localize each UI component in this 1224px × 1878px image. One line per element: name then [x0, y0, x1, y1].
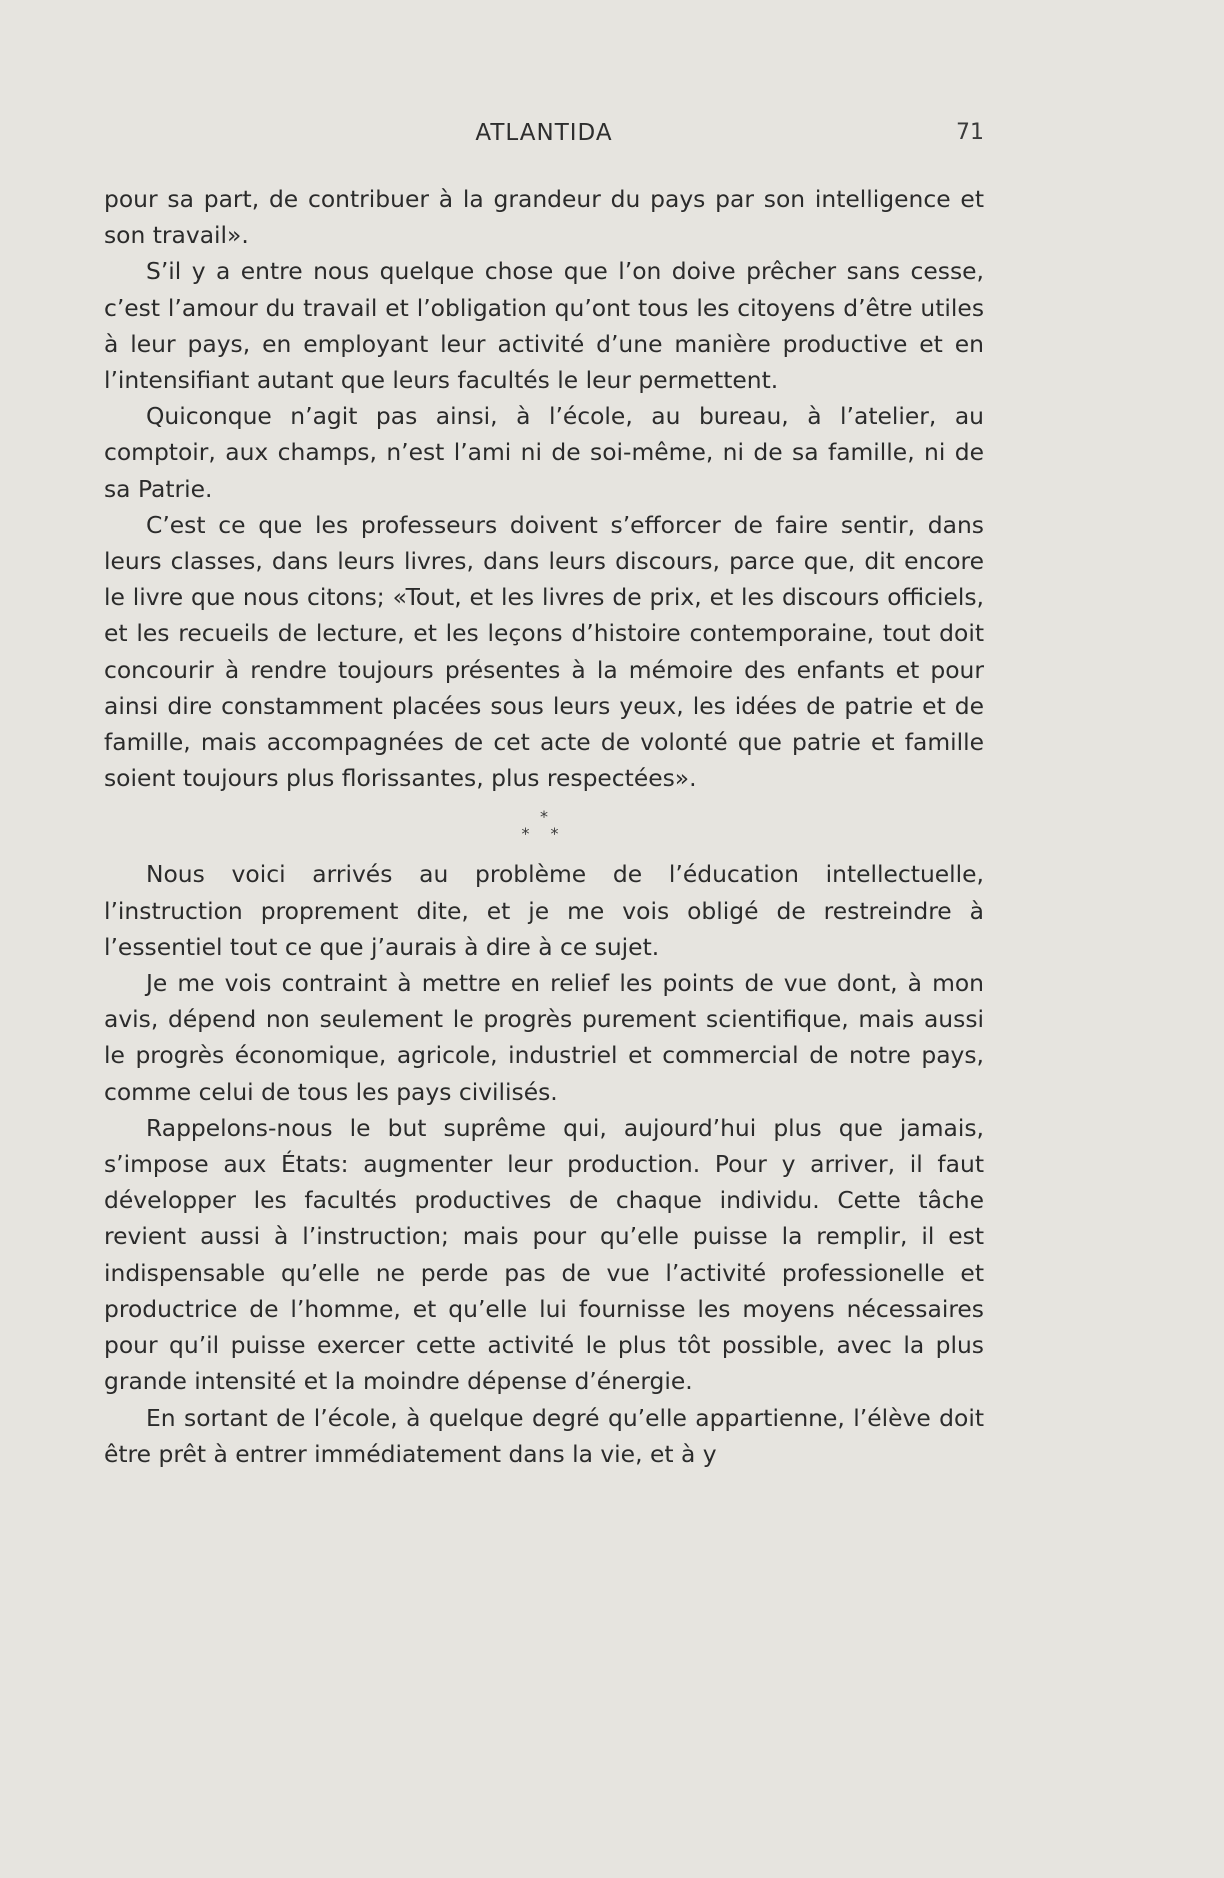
page-number: 71	[956, 120, 984, 145]
asterisk-bottom: * *	[521, 824, 567, 844]
paragraph: S’il y a entre nous quelque chose que l’on doive prêcher sans cesse, c’est l’amour du travail et l’obligation qu’ont tous les citoyens d’être utiles à leur pays, en employant leur activité d’une manière productive et en l’intensifiant autant que leurs facultés le leur permettent.	[104, 257, 984, 395]
paragraph: Quiconque n’agit pas ainsi, à l’école, au bureau, à l’atelier, au comptoir, aux champs, n’est l’ami ni de soi-même, ni de sa famille, ni de sa Patrie.	[104, 402, 984, 503]
paragraph: Nous voici arrivés au problème de l’éducation intellectuelle, l’instruction proprement dite, et je me vois obligé de restreindre à l’essentiel tout ce que j’aurais à dire à ce sujet.	[104, 860, 984, 961]
asterisk-top: *	[540, 807, 548, 827]
paragraph: Je me vois contraint à mettre en relief les points de vue dont, à mon avis, dépend non seulement le progrès purement scientifique, mais aussi le progrès économique, agricole, industriel et commercial de notre pays, comme celui de tous les pays civilisés.	[104, 969, 984, 1106]
paragraph: C’est ce que les professeurs doivent s’efforcer de faire sentir, dans leurs classes, dans leurs livres, dans leurs discours, parce que, dit encore le livre que nous citons; «Tout, et les livres de prix, et les discours officiels, et les recueils de lecture, et les leçons d’histoire contemporaine, tout doit concourir à rendre toujours présentes à la mémoire des enfants et pour ainsi dire constamment placées sous leurs yeux, les idées de patrie et de famille, mais accompagnées de cet acte de volonté que patrie et famille soient toujours plus florissantes, plus respectées».	[104, 510, 984, 793]
section-separator	[104, 796, 984, 856]
running-title: ATLANTIDA	[475, 120, 613, 146]
paragraph-continuation: pour sa part, de contribuer à la grandeur du pays par son intelligence et son travail».	[104, 185, 984, 250]
body-text	[104, 181, 984, 1472]
paragraph: Rappelons-nous le but suprême qui, aujourd’hui plus que jamais, s’impose aux États: augmenter leur production. Pour y arriver, il faut développer les facultés productives de chaque individu. Cette tâche revient aussi à l’instruction; mais pour qu’elle puisse la remplir, il est indispensable qu’elle ne perde pas de vue l’activité professionelle et productrice de l’homme, et qu’elle lui fournisse les moyens nécessaires pour qu’il puisse exercer cette activité le plus tôt possible, avec la plus grande intensité et la moindre dépense d’énergie.	[104, 1113, 984, 1396]
page-header	[104, 120, 984, 160]
paragraph: En sortant de l’école, à quelque degré qu’elle appartienne, l’élève doit être prêt à entrer immédiatement dans la vie, et à y	[104, 1403, 984, 1468]
